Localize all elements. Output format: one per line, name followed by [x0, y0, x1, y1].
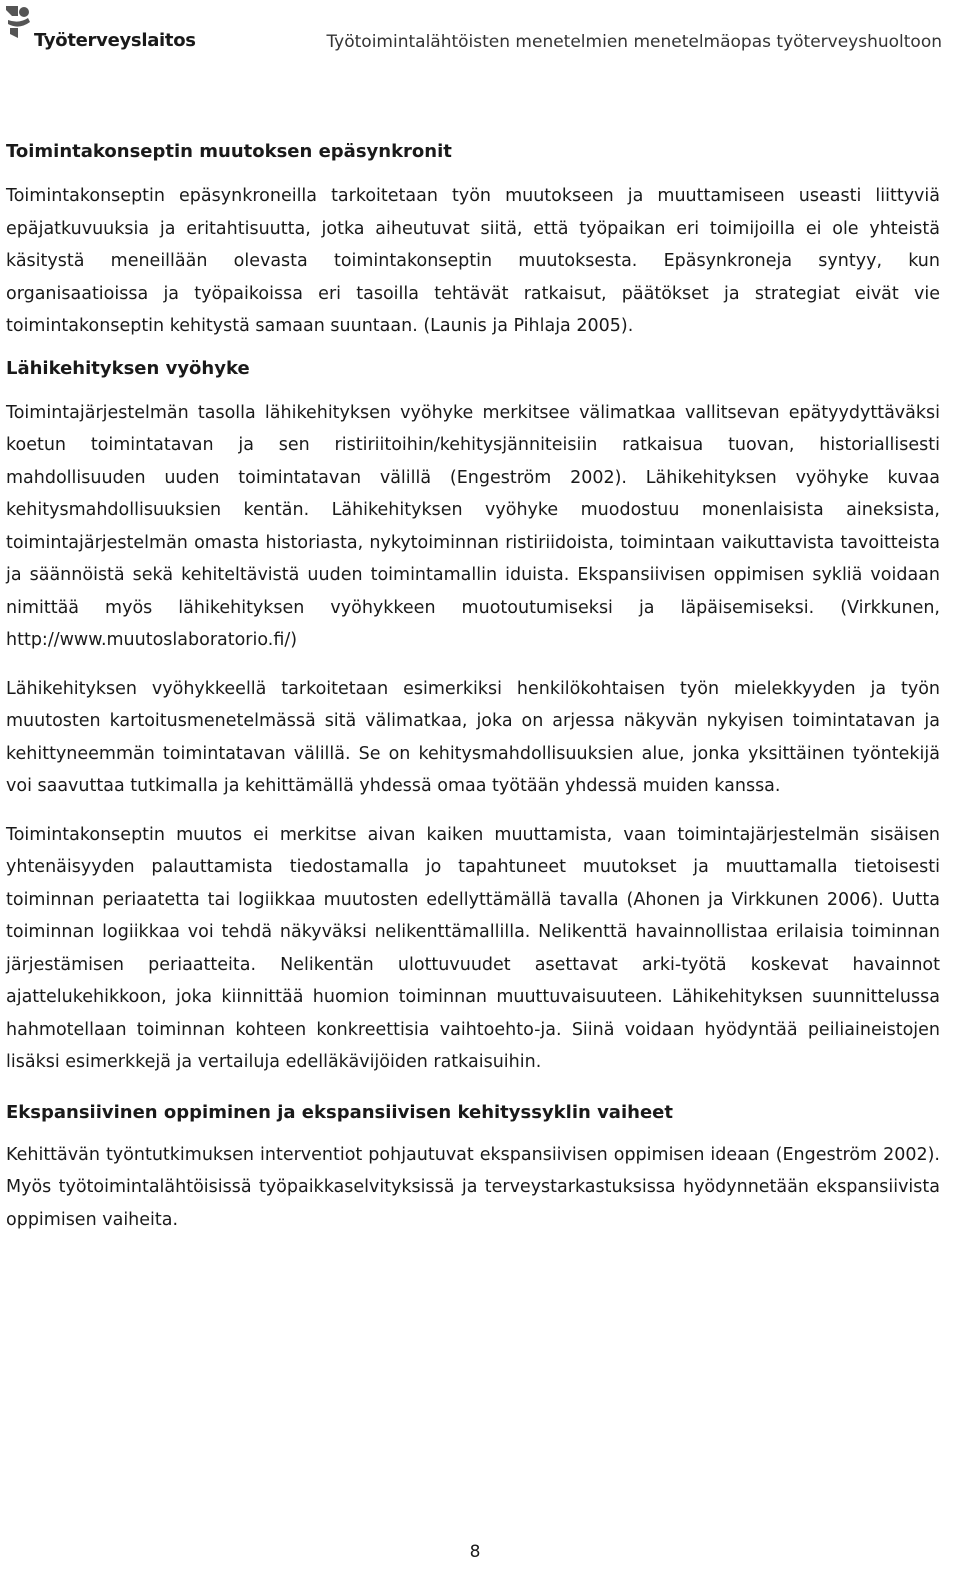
tyoterveyslaitos-logo-icon [4, 4, 34, 44]
paragraph: Lähikehityksen vyöhykkeellä tarkoitetaan esimerkiksi henkilökohtaisen työn mielekkyyden ja työn muutosten kartoitusmenetelmässä sitä välimatkaa, joka on arjessa näkyvän nykyisen toimintatavan ja kehittyneemmän toimintatavan välillä. Se on kehitysmahdollisuuksien alue, jonka yksittäinen työntekijä voi saavuttaa tutkimalla ja kehittämällä yhdessä omaa työtään yhdessä muiden kanssa. [6, 678, 940, 796]
paragraph: Toimintakonseptin epäsynkroneilla tarkoitetaan työn muutokseen ja muuttamiseen useasti liittyviä epäjatkuvuuksia ja eritahtisuutta, jotka aiheutuvat siitä, että työpaikan eri toimijoilla ei ole yhteistä käsitystä meneillään olevasta toimintakonseptin muutoksesta. Epäsynkroneja syntyy, kun organisaatioissa ja työpaikoissa eri tasoilla tehtävät ratkaisut, päätökset ja strategiat eivät vie toimintakonseptin kehitystä samaan suuntaan. (Launis ja Pihlaja 2005). [6, 186, 940, 336]
paragraph: Kehittävän työntutkimuksen interventiot pohjautuvat ekspansiivisen oppimisen ideaan (Engeström 2002). Myös työtoimintalähtöisissä työpaikkaselvityksissä ja terveystarkastuksissa hyödynnetään ekspansiivista oppimisen vaiheita. [6, 1144, 940, 1230]
section-heading: Toimintakonseptin muutoksen epäsynkronit [6, 141, 452, 162]
paragraph: Toimintakonseptin muutos ei merkitse aivan kaiken muuttamista, vaan toimintajärjestelmän sisäisen yhtenäisyyden palauttamista tiedostamalla jo tapahtuneet muutokset ja muuttamalla tietoisesti toiminnan periaatetta tai logiikkaa muutosten edellyttämällä tavalla (Ahonen ja Virkkunen 2006). Uutta toiminnan logiikkaa voi tehdä näkyväksi nelikenttämallilla. Nelikenttä havainnollistaa erilaisia toiminnan järjestämisen periaatteita. Nelikentän ulottuvuudet asettavat arki-työtä koskevat havainnot ajattelukehikkoon, joka kiinnittää huomion toiminnan muuttuvaisuuteen. Lähikehityksen suunnittelussa hahmotellaan toiminnan kohteen konkreettisia vaihtoehto-ja. Siinä voidaan hyödyntää peiliaineistojen lisäksi esimerkkejä ja vertailuja edelläkävijöiden ratkaisuihin. [6, 824, 940, 1072]
section-heading: Lähikehityksen vyöhyke [6, 357, 250, 379]
page-header [0, 0, 960, 70]
section-heading: Ekspansiivinen oppiminen ja ekspansiivisen kehityssyklin vaiheet [6, 1101, 673, 1123]
page-number: 8 [469, 1542, 481, 1562]
paragraph: Toimintajärjestelmän tasolla lähikehityksen vyöhyke merkitsee välimatkaa vallitsevan epätyydyttäväksi koetun toimintatavan ja sen ristiriitoihin/kehitysjänniteisiin ratkaisua tuovan, historiallisesti mahdollisuuden uuden toimintatavan välillä (Engeström 2002). Lähikehityksen vyöhyke kuvaa kehitysmahdollisuuksien kentän. Lähikehityksen vyöhyke muodostuu monenlaisista aineksista, toimintajärjestelmän omasta historiasta, nykytoiminnan ristiriidoista, toimintaan vaikuttavista tavoitteista ja säännöistä sekä kehiteltävistä uuden toimintamallin iduista. Ekspansiivisen oppimisen sykliä voidaan nimittää myös lähikehityksen vyöhykkeen muotoutumiseksi ja läpäisemiseksi. (Virkkunen, http://www.muutoslaboratorio.fi/) [6, 402, 940, 650]
document-title: Työtoimintalähtöisten menetelmien menetelmäopas työterveyshuoltoon [326, 32, 942, 52]
logo-text: Työterveyslaitos [34, 30, 196, 51]
page-content [6, 136, 940, 1236]
logo [4, 4, 196, 51]
